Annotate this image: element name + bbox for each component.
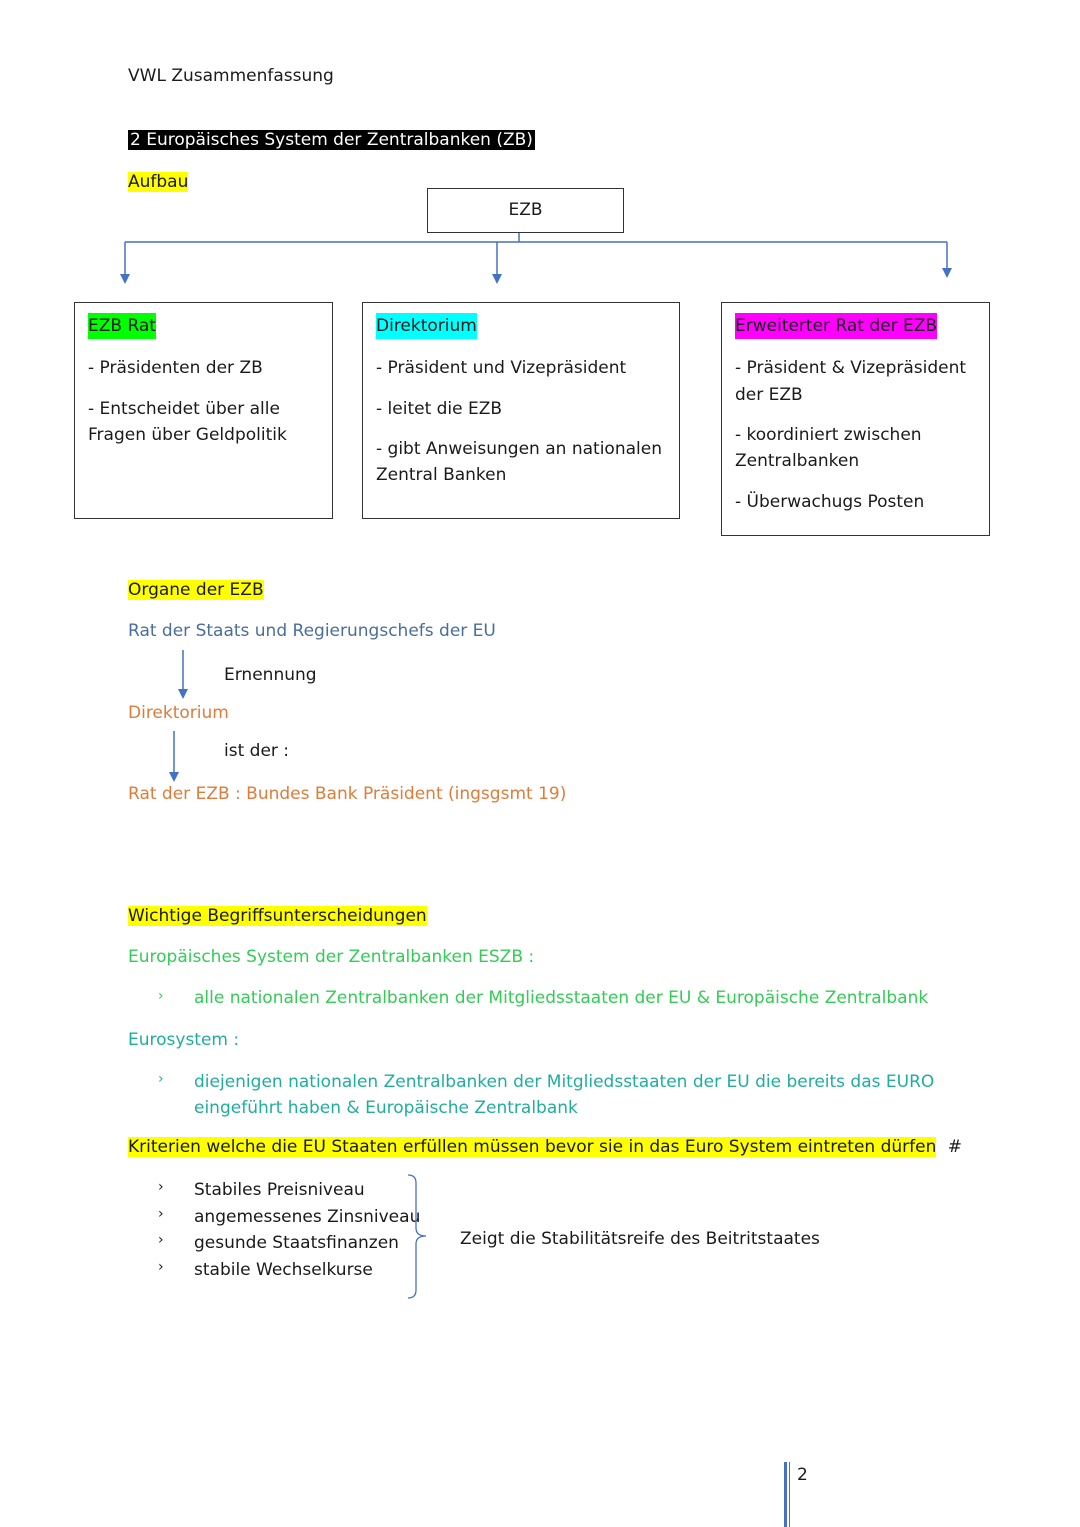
section-title: 2 Europäisches System der Zentralbanken (ZB) xyxy=(130,130,533,150)
eurosystem-item-line1: diejenigen nationalen Zentralbanken der Mitgliedsstaaten der EU die bereits das EURO xyxy=(194,1072,935,1092)
org-box-line: - Überwachugs Posten xyxy=(735,491,925,512)
begriffe-heading: Wichtige Begriffsunterscheidungen xyxy=(128,906,427,926)
kriterien-list-item: › gesunde Staatsfinanzen xyxy=(158,1230,420,1257)
rat-ezb-label: Rat der EZB : Bundes Bank Präsident (ingsgsmt 19) xyxy=(128,784,567,804)
direktorium-label: Direktorium xyxy=(128,703,229,723)
eurosystem-label: Eurosystem : xyxy=(128,1030,240,1050)
org-box-line: - Entscheidet über alle Fragen über Geldpolitik xyxy=(88,398,287,446)
kriterien-list-item: › stabile Wechselkurse xyxy=(158,1257,420,1284)
rat-staats-label: Rat der Staats und Regierungschefs der EU xyxy=(128,621,496,641)
kriterien-list-item: › angemessenes Zinsniveau xyxy=(158,1204,420,1231)
document-title: VWL Zusammenfassung xyxy=(128,66,334,86)
org-box-line: - koordiniert zwischen Zentralbanken xyxy=(735,425,922,472)
aufbau-heading: Aufbau xyxy=(128,172,189,192)
ist-der-label: ist der : xyxy=(224,741,290,761)
org-box-line: - Präsident und Vizepräsident xyxy=(376,358,627,379)
page-number-bar xyxy=(784,1462,787,1527)
org-top-label: EZB xyxy=(508,200,543,220)
page-number: 2 xyxy=(797,1465,808,1485)
kriterien-hash: # xyxy=(947,1137,963,1157)
eurosystem-item-line2: eingeführt haben & Europäische Zentralbank xyxy=(194,1098,578,1119)
org-box-title: EZB Rat xyxy=(88,313,156,339)
ernennung-label: Ernennung xyxy=(224,665,317,685)
kriterien-summary: Zeigt die Stabilitätsreife des Beitritstaates xyxy=(460,1229,820,1249)
org-box-title: Direktorium xyxy=(376,313,477,339)
kriterien-list-item: › Stabiles Preisniveau xyxy=(158,1177,420,1204)
org-box-line: - leitet die EZB xyxy=(376,398,503,419)
organe-heading: Organe der EZB xyxy=(128,580,264,600)
eszb-label: Europäisches System der Zentralbanken ESZB : xyxy=(128,947,535,967)
org-box-line: - Präsident & Vizepräsident der EZB xyxy=(735,358,967,405)
page-number-bar-thin xyxy=(789,1462,790,1527)
kriterien-heading: Kriterien welche die EU Staaten erfüllen müssen bevor sie in das Euro System eintreten dürfen xyxy=(128,1137,937,1157)
org-box-line: - gibt Anweisungen an nationalen Zentral Banken xyxy=(376,439,662,486)
org-box-title: Erweiterter Rat der EZB xyxy=(735,313,937,339)
org-box-line: - Präsidenten der ZB xyxy=(88,358,263,379)
eszb-list-item: › alle nationalen Zentralbanken der Mitgliedsstaaten der EU & Europäische Zentralbank xyxy=(158,988,928,1008)
